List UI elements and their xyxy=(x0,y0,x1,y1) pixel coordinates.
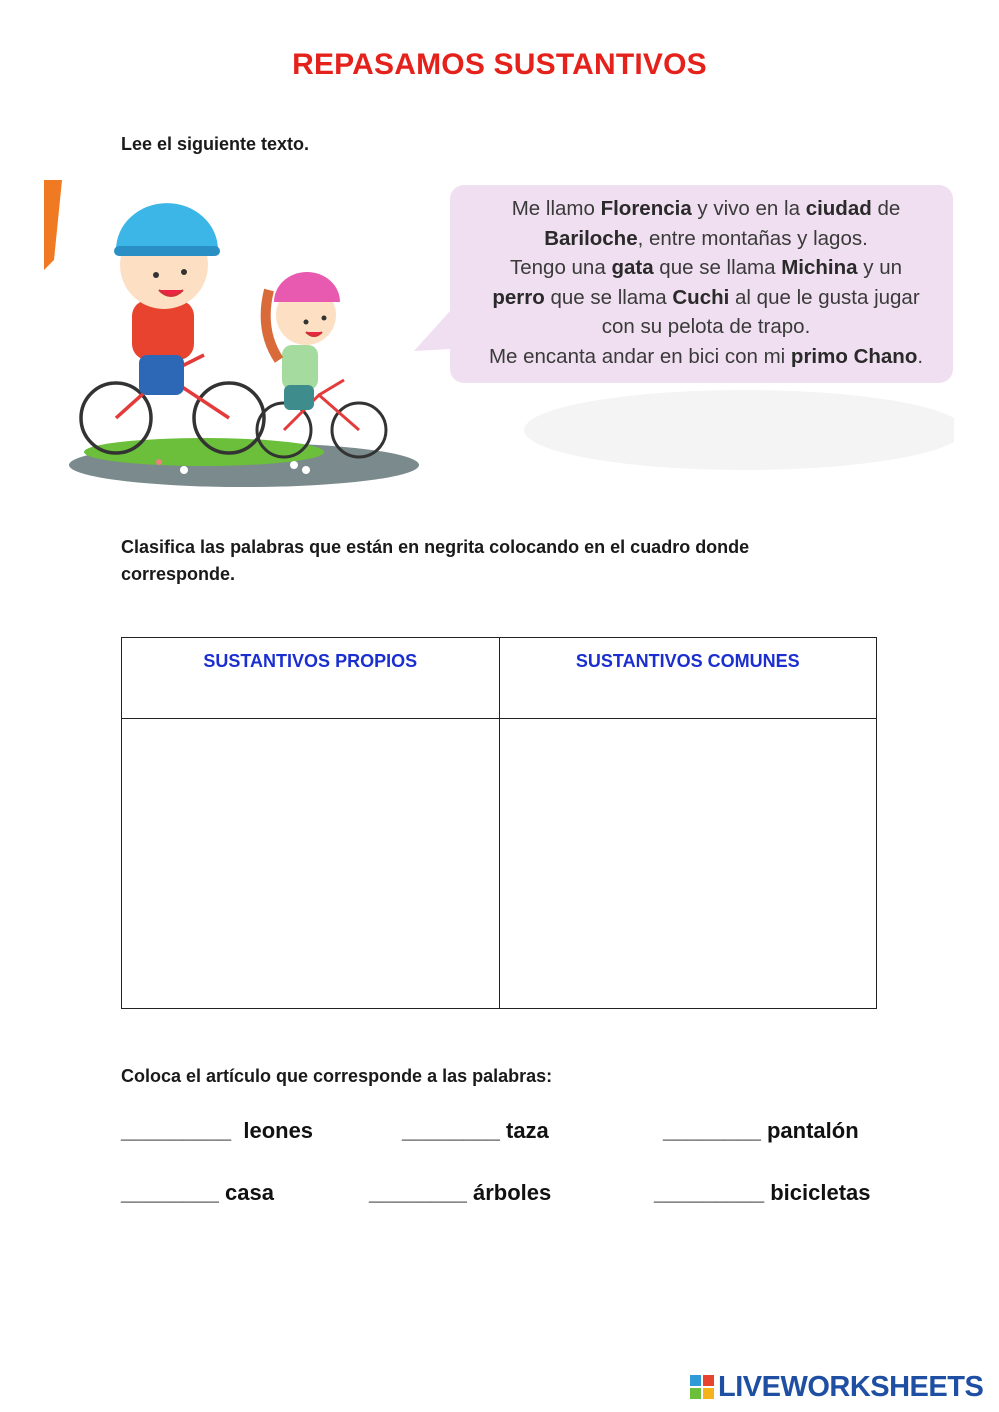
logo-text: LIVEWORKSHEETS xyxy=(718,1370,984,1403)
article-blank-arboles[interactable]: ________ árboles xyxy=(369,1180,552,1205)
comunes-answer-cell[interactable] xyxy=(499,719,877,1009)
article-blank-pantalon[interactable]: ________ pantalón xyxy=(663,1118,859,1143)
article-instruction: Coloca el artículo que corresponde a las palabras: xyxy=(121,1066,553,1086)
header-comunes: SUSTANTIVOS COMUNES xyxy=(499,638,877,719)
read-instruction: Lee el siguiente texto. xyxy=(121,134,310,154)
propios-answer-cell[interactable] xyxy=(122,719,500,1009)
liveworksheets-logo xyxy=(690,1372,983,1402)
classify-instruction: Clasifica las palabras que están en negrita colocando en el cuadro donde corresponde. xyxy=(121,537,750,584)
article-blank-bicicletas[interactable]: _________ bicicletas xyxy=(654,1180,871,1205)
classification-table xyxy=(121,637,877,1009)
story-line-6: Me encanta andar en bici con mi primo Chano. xyxy=(488,344,924,368)
story-line-3: Tengo una gata que se llama Michina y un xyxy=(509,256,902,279)
story-line-4: perro que se llama Cuchi al que le gusta jugar xyxy=(492,285,920,309)
story-line-5: con su pelota de trapo. xyxy=(601,315,811,338)
boy-figure xyxy=(114,203,220,395)
liveworksheets-icon xyxy=(690,1375,714,1399)
article-blank-casa[interactable]: ________ casa xyxy=(121,1180,274,1205)
article-blank-leones[interactable]: _________ leones xyxy=(121,1118,314,1143)
story-line-1: Me llamo Florencia y vivo en la ciudad de xyxy=(511,197,901,220)
story-text xyxy=(468,194,944,371)
orange-edge-shape xyxy=(44,180,62,270)
page-title: REPASAMOS SUSTANTIVOS xyxy=(292,48,707,81)
story-line-2: Bariloche, entre montañas y lagos. xyxy=(544,226,868,250)
article-blank-taza[interactable]: ________ taza xyxy=(402,1118,549,1143)
header-propios: SUSTANTIVOS PROPIOS xyxy=(122,638,500,719)
